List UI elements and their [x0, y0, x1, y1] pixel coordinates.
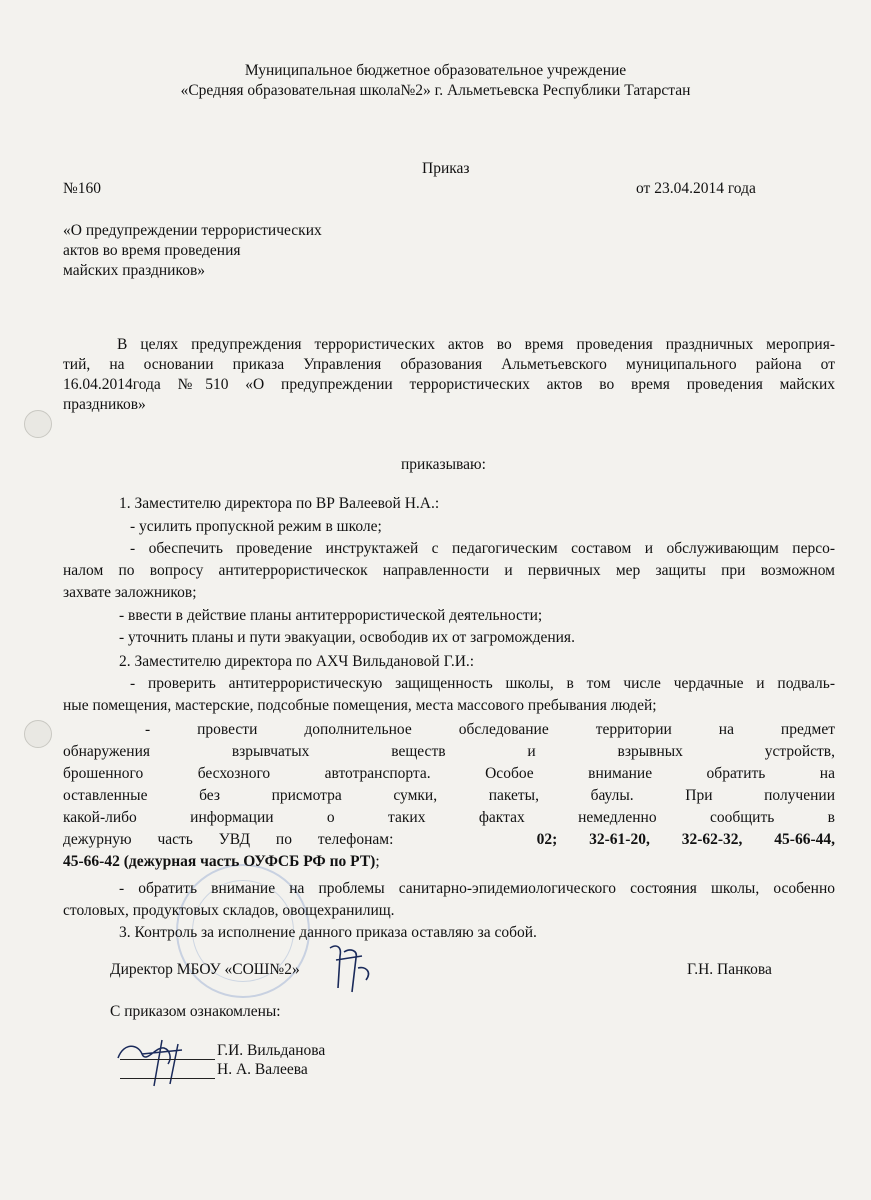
- item-1b-line: - обеспечить проведение инструктажей с педагогическим составом и обслуживающим персо-: [130, 540, 835, 557]
- item-1a: - усилить пропускной режим в школе;: [130, 518, 382, 535]
- header-line-1: Муниципальное бюджетное образовательное учреждение: [244, 62, 627, 79]
- item-1c: - ввести в действие планы антитеррористической деятельности;: [119, 607, 543, 624]
- director-signature: [322, 938, 382, 998]
- item-2b-line: обнаружения взрывчатых веществ и взрывных устройств,: [63, 743, 835, 760]
- item-2b-line: какой-либо информации о таких фактах немедленно сообщить в: [63, 809, 835, 826]
- phones-end: ;: [375, 853, 380, 870]
- item-2b-line: дежурную часть УВД по телефонам:: [63, 831, 394, 848]
- preamble-line: 16.04.2014года №510 «О предупреждении террористических актов во время проведения майских: [63, 376, 835, 393]
- item-1: 1. Заместителю директора по ВР Валеевой Н.А.:: [119, 495, 440, 512]
- item-1b-line: захвате заложников;: [63, 584, 197, 601]
- item-1b-line: налом по вопросу антитеррористическок направленности и первичных мер защиты при возможном: [63, 562, 835, 579]
- header-line-2: «Средняя образовательная школа№2» г. Альметьевска Республики Татарстан: [180, 82, 691, 99]
- signature-line: [120, 1078, 215, 1079]
- order-title: Приказ: [422, 160, 470, 177]
- acquainted-label: С приказом ознакомлены:: [110, 1003, 281, 1020]
- order-number: №160: [63, 180, 102, 197]
- order-word: приказываю:: [401, 456, 486, 473]
- acquainted-name: Г.И. Вильданова: [217, 1042, 326, 1059]
- order-date: от 23.04.2014 года: [636, 180, 756, 197]
- item-2b-line: - провести дополнительное обследование территории на предмет: [145, 721, 835, 738]
- item-1d: - уточнить планы и пути эвакуации, освободив их от загромождения.: [119, 629, 575, 646]
- preamble-line: тий, на основании приказа Управления образования Альметьевского муниципального района от: [63, 356, 835, 373]
- item-2b-line: брошенного бесхозного автотранспорта. Особое внимание обратить на: [63, 765, 835, 782]
- item-2: 2. Заместителю директора по АХЧ Вильдановой Г.И.:: [119, 653, 475, 670]
- order-subject-line: майских праздников»: [63, 262, 206, 279]
- preamble-line: В целях предупреждения террористических актов во время проведения праздничных мероприя-: [117, 336, 835, 353]
- director-position: Директор МБОУ «СОШ№2»: [110, 961, 300, 978]
- item-2a-line: ные помещения, мастерские, подсобные помещения, места массового пребывания людей;: [63, 697, 657, 714]
- director-name: Г.Н. Панкова: [687, 961, 772, 978]
- order-subject-line: актов во время проведения: [63, 242, 241, 259]
- phone-numbers-cont: 45-66-42 (дежурная часть ОУФСБ РФ по РТ): [63, 853, 376, 870]
- phones-line: [63, 829, 835, 850]
- order-subject-line: «О предупреждении террористических: [63, 222, 322, 239]
- item-2a-line: - проверить антитеррористическую защищенность школы, в том числе чердачные и подваль-: [130, 675, 835, 692]
- item-2c-line: - обратить внимание на проблемы санитарно-эпидемиологического состояния школы, особенно: [119, 880, 835, 897]
- phone-numbers: 02; 32-61-20, 32-62-32, 45-66-44,: [536, 831, 835, 848]
- punch-hole: [24, 720, 52, 748]
- item-2c-line: столовых, продуктовых складов, овощехранилищ.: [63, 902, 395, 919]
- acquainted-name: Н. А. Валеева: [217, 1061, 308, 1078]
- punch-hole: [24, 410, 52, 438]
- item-2b-line: оставленные без присмотра сумки, пакеты, баулы. При получении: [63, 787, 835, 804]
- signature-line: [120, 1059, 215, 1060]
- item-3: 3. Контроль за исполнение данного приказа оставляю за собой.: [119, 924, 537, 941]
- staff-signatures: [112, 1028, 222, 1088]
- phones-line-2: [63, 851, 380, 872]
- preamble-line: праздников»: [63, 396, 146, 413]
